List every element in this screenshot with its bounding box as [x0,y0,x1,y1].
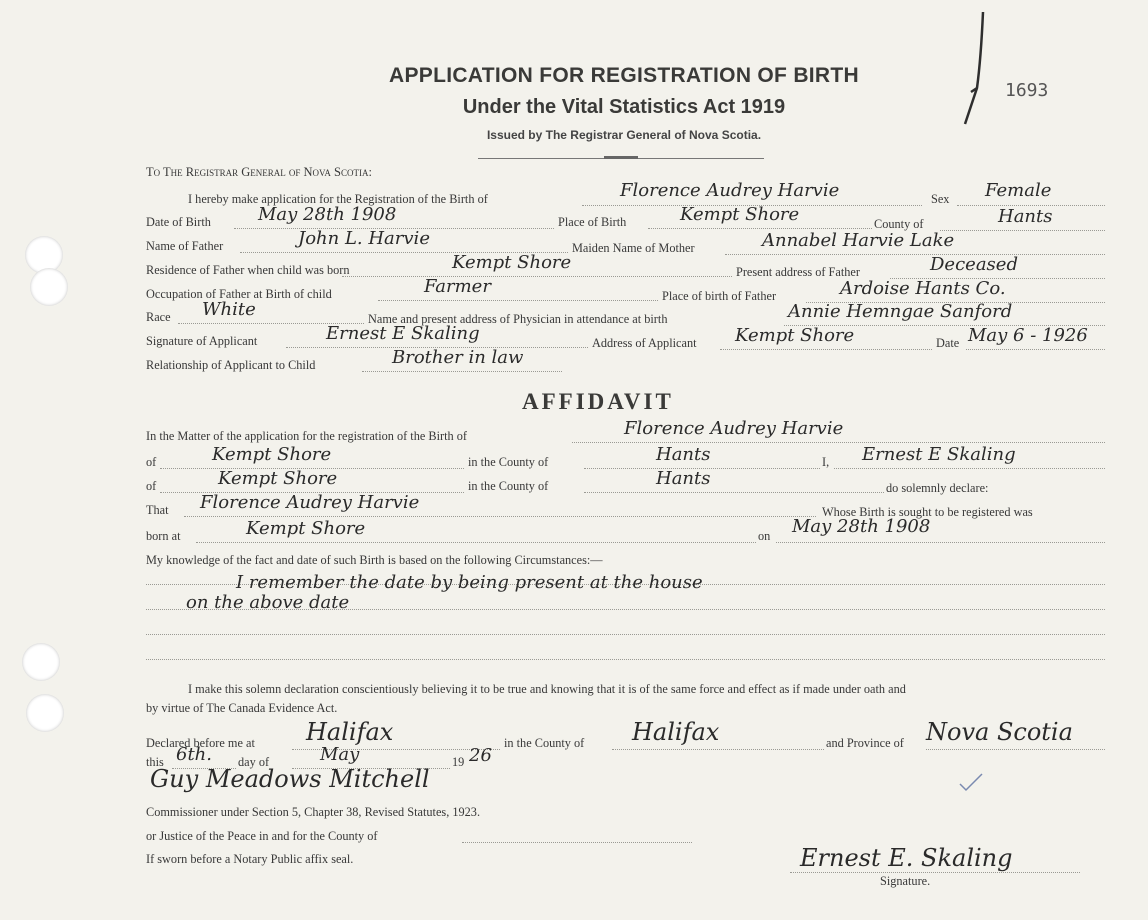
addressee: To The Registrar General of Nova Scotia: [146,165,372,179]
relationship-value: Brother in law [392,347,524,368]
declared-day-value: 6th. [176,744,212,765]
applicant-address-value: Kempt Shore [735,325,855,346]
circumstances-line-2: on the above date [186,592,350,613]
declared-before-label: Declared before me at [146,736,255,750]
declared-month-value: May [320,744,360,765]
on-label: on [758,529,771,543]
father-occupation-label: Occupation of Father at Birth of child [146,287,332,301]
in-county-of-label: in the County of [504,736,585,750]
mother-maiden-name-label: Maiden Name of Mother [572,241,695,255]
deponent-i-label: I, [822,455,830,469]
signature-label: Signature. [880,874,931,888]
in-county-label: in the County of [468,479,549,493]
race-label: Race [146,310,171,324]
in-county-label: in the County of [468,455,549,469]
physician-value: Annie Hemngae Sanford [788,301,1013,322]
dotted-line [362,371,562,372]
form-subtitle: Under the Vital Statistics Act 1919 [462,96,786,118]
applicant-signature-value: Ernest E Skaling [326,323,480,344]
father-occupation-value: Farmer [424,276,491,297]
form-title: APPLICATION FOR REGISTRATION OF BIRTH [389,64,859,87]
dotted-line [146,634,1105,635]
race-value: White [202,299,256,320]
dotted-line [342,276,732,277]
dotted-line [584,492,884,493]
dotted-line [720,349,932,350]
dotted-line [790,872,1080,873]
application-date-label: Date [936,336,960,350]
physician-label: Name and present address of Physician in attendance at birth [368,312,668,326]
dotted-line [612,749,824,750]
dotted-line [776,542,1105,543]
application-date-value: May 6 - 1926 [968,325,1088,346]
dotted-line [146,659,1105,660]
father-residence-label: Residence of Father when child was born [146,263,350,277]
commissioner-signature: Guy Meadows Mitchell [150,765,430,793]
dotted-line [462,842,692,843]
affidavit-that-value: Florence Audrey Harvie [200,492,420,513]
father-residence-value: Kempt Shore [452,252,572,273]
that-label: That [146,503,169,517]
form-issuer: Issued by The Registrar General of Nova Scotia. [486,128,762,142]
declared-at-value: Halifax [306,718,394,746]
check-tick-icon [958,772,984,792]
dotted-line [196,542,756,543]
knowledge-label: My knowledge of the fact and date of such Birth is based on the following Circumstances:— [146,553,603,567]
place-of-birth-value: Kempt Shore [680,204,800,225]
child-name-value: Florence Audrey Harvie [620,180,840,201]
of-label: of [146,455,157,469]
whose-birth-label: Whose Birth is sought to be registered was [822,505,1033,519]
father-name-label: Name of Father [146,239,224,253]
born-at-value: Kempt Shore [246,518,366,539]
sex-value: Female [985,180,1052,201]
deponent-name-value: Ernest E Skaling [862,444,1016,465]
place-of-birth-label: Place of Birth [558,215,627,229]
dotted-line [572,442,1105,443]
dotted-line [966,349,1105,350]
punch-hole [26,694,64,732]
form-number: 1693 [1005,80,1049,101]
declaration-text-1: I make this solemn declaration conscientiously believing it to be true and knowing that it is of the same force and effect as if made under oath and [188,682,906,696]
affidavit-county-value: Hants [656,444,711,465]
declared-year-value: 26 [469,745,492,766]
province-label: and Province of [826,736,904,750]
dotted-line [648,228,872,229]
this-label: this [146,755,164,769]
born-on-value: May 28th 1908 [792,516,931,537]
application-intro-label: I hereby make application for the Registration of the Birth of [188,192,488,206]
relationship-label: Relationship of Applicant to Child [146,358,316,372]
dob-label: Date of Birth [146,215,211,229]
deponent-county-value: Hants [656,468,711,489]
justice-label: or Justice of the Peace in and for the County of [146,829,378,843]
declaration-text-2: by virtue of The Canada Evidence Act. [146,701,338,715]
circumstances-line-1: I remember the date by being present at the house [236,572,703,593]
affidavit-matter-label: In the Matter of the application for the registration of the Birth of [146,429,467,443]
year-prefix-label: 19 [452,755,465,769]
mother-maiden-name-value: Annabel Harvie Lake [762,230,955,251]
of-label: of [146,479,157,493]
dotted-line [926,749,1105,750]
punch-hole [22,643,60,681]
applicant-address-label: Address of Applicant [592,336,697,350]
dotted-line [725,254,1105,255]
solemnly-declare-label: do solemnly declare: [886,481,989,495]
applicant-signature-label: Signature of Applicant [146,334,258,348]
title-rule-ornament [604,156,638,159]
sex-label: Sex [931,192,950,206]
declared-county-value: Halifax [632,718,720,746]
affidavit-heading: AFFIDAVIT [522,389,674,414]
affidavit-of-value: Kempt Shore [212,444,332,465]
born-at-label: born at [146,529,181,543]
father-present-address-label: Present address of Father [736,265,860,279]
county-value: Hants [998,206,1053,227]
punch-hole [30,268,68,306]
dob-value: May 28th 1908 [258,204,397,225]
father-birthplace-value: Ardoise Hants Co. [840,278,1006,299]
county-label: County of [874,217,924,231]
dotted-line [940,230,1105,231]
notary-label: If sworn before a Notary Public affix seal. [146,852,354,866]
day-of-label: day of [238,755,270,769]
deponent-signature: Ernest E. Skaling [800,844,1013,872]
dotted-line [184,516,816,517]
commissioner-label: Commissioner under Section 5, Chapter 38, Revised Statutes, 1923. [146,805,481,819]
father-name-value: John L. Harvie [298,228,430,249]
father-present-address-value: Deceased [930,254,1018,275]
father-birthplace-label: Place of birth of Father [662,289,777,303]
deponent-residence-value: Kempt Shore [218,468,338,489]
affidavit-child-name-value: Florence Audrey Harvie [624,418,844,439]
province-value: Nova Scotia [926,718,1073,746]
dotted-line [378,300,658,301]
dotted-line [834,468,1105,469]
